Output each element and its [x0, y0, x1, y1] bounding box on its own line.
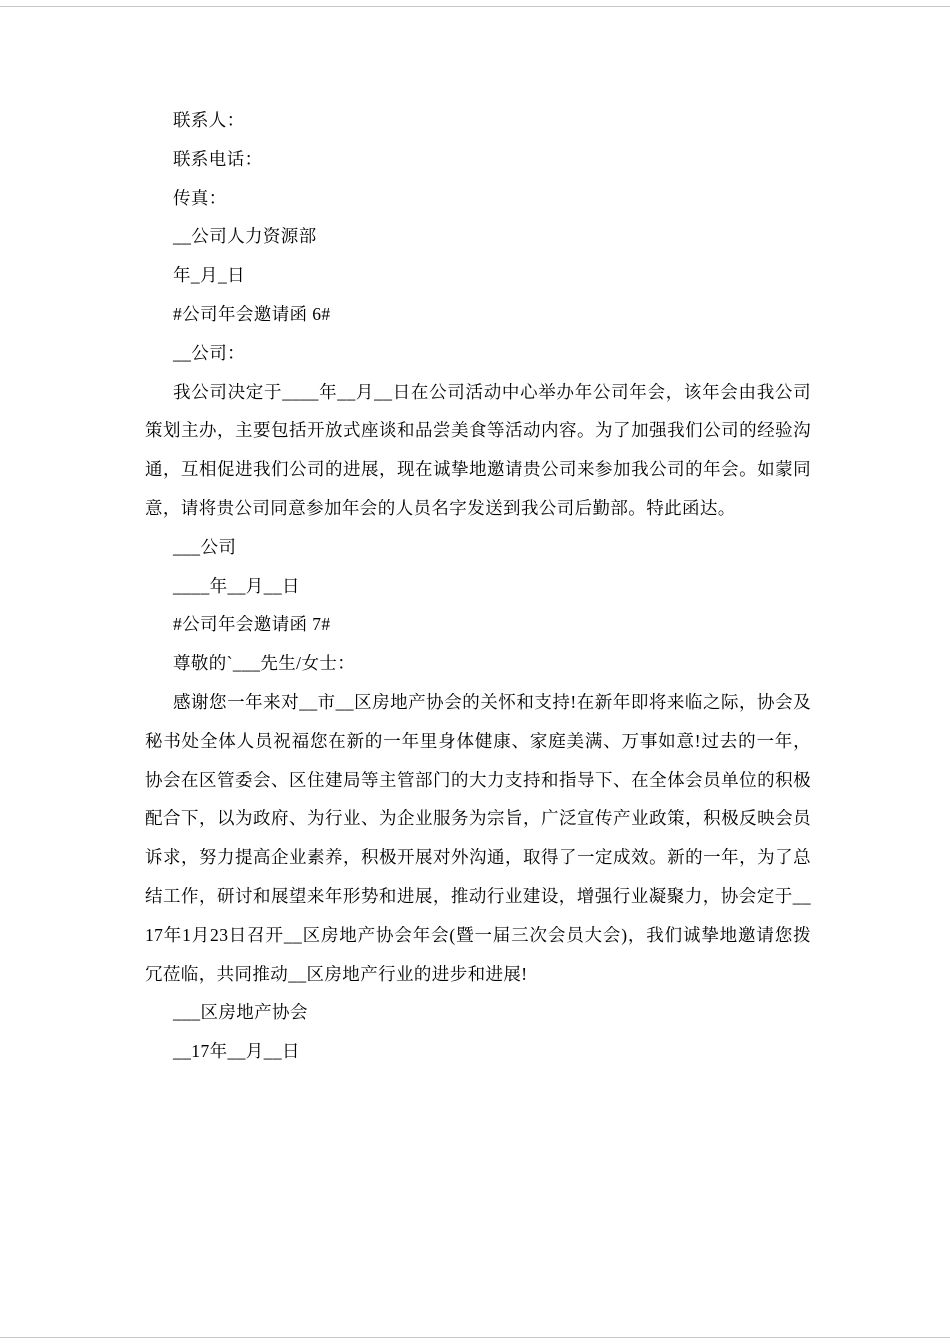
invitation-6-signature-company: ___公司	[173, 536, 237, 557]
page-border-bottom	[0, 1337, 950, 1338]
hr-department-signature-line: __公司人力资源部	[173, 226, 317, 247]
contact-person-line: 联系人：	[173, 110, 245, 130]
invitation-7-signature-association: ___区房地产协会	[173, 1002, 308, 1023]
date-line: 年_月_日	[173, 265, 245, 286]
invitation-6-body: 我公司决定于____年__月__日在公司活动中心举办年公司年会，该年会由我公司策划主办，主要包括开放式座谈和品尝美食等活动内容。为了加强我们公司的经验沟通，互相促进我们公司的进展，现在诚挚地邀请贵公司来参加我公司的年会。如蒙同意，请将贵公司同意参加年会的人员名字发送到我公司后勤部。特此函达。	[145, 381, 811, 518]
contact-phone-line: 联系电话：	[173, 148, 263, 169]
page-border-top	[0, 6, 950, 7]
invitation-6-heading: #公司年会邀请函 6#	[173, 303, 331, 324]
invitation-7-heading: #公司年会邀请函 7#	[173, 614, 331, 635]
invitation-7-body: 感谢您一年来对__市__区房地产协会的关怀和支持!在新年即将来临之际，协会及秘书处全体人员祝福您在新的一年里身体健康、家庭美满、万事如意!过去的一年，协会在区管委会、区住建局等主管部门的大力支持和指导下、在全体会员单位的积极配合下，以为政府、为行业、为企业服务为宗旨，广泛宣传产业政策，积极反映会员诉求，努力提高企业素养，积极开展对外沟通，取得了一定成效。新的一年，为了总结工作，研讨和展望来年形势和进展，推动行业建设，增强行业凝聚力，协会定于__17年1月23日召开__区房地产协会年会(暨一届三次会员大会)，我们诚挚地邀请您拨冗莅临，共同推动__区房地产行业的进步和进展!	[145, 691, 811, 984]
document-body	[145, 101, 811, 1071]
invitation-7-signature-date: __17年__月__日	[173, 1041, 300, 1062]
fax-line: 传真：	[173, 187, 227, 208]
invitation-7-salutation: 尊敬的`___先生/女士：	[173, 653, 356, 674]
invitation-6-signature-date: ____年__月__日	[173, 575, 300, 596]
invitation-6-salutation: __公司：	[173, 342, 245, 363]
